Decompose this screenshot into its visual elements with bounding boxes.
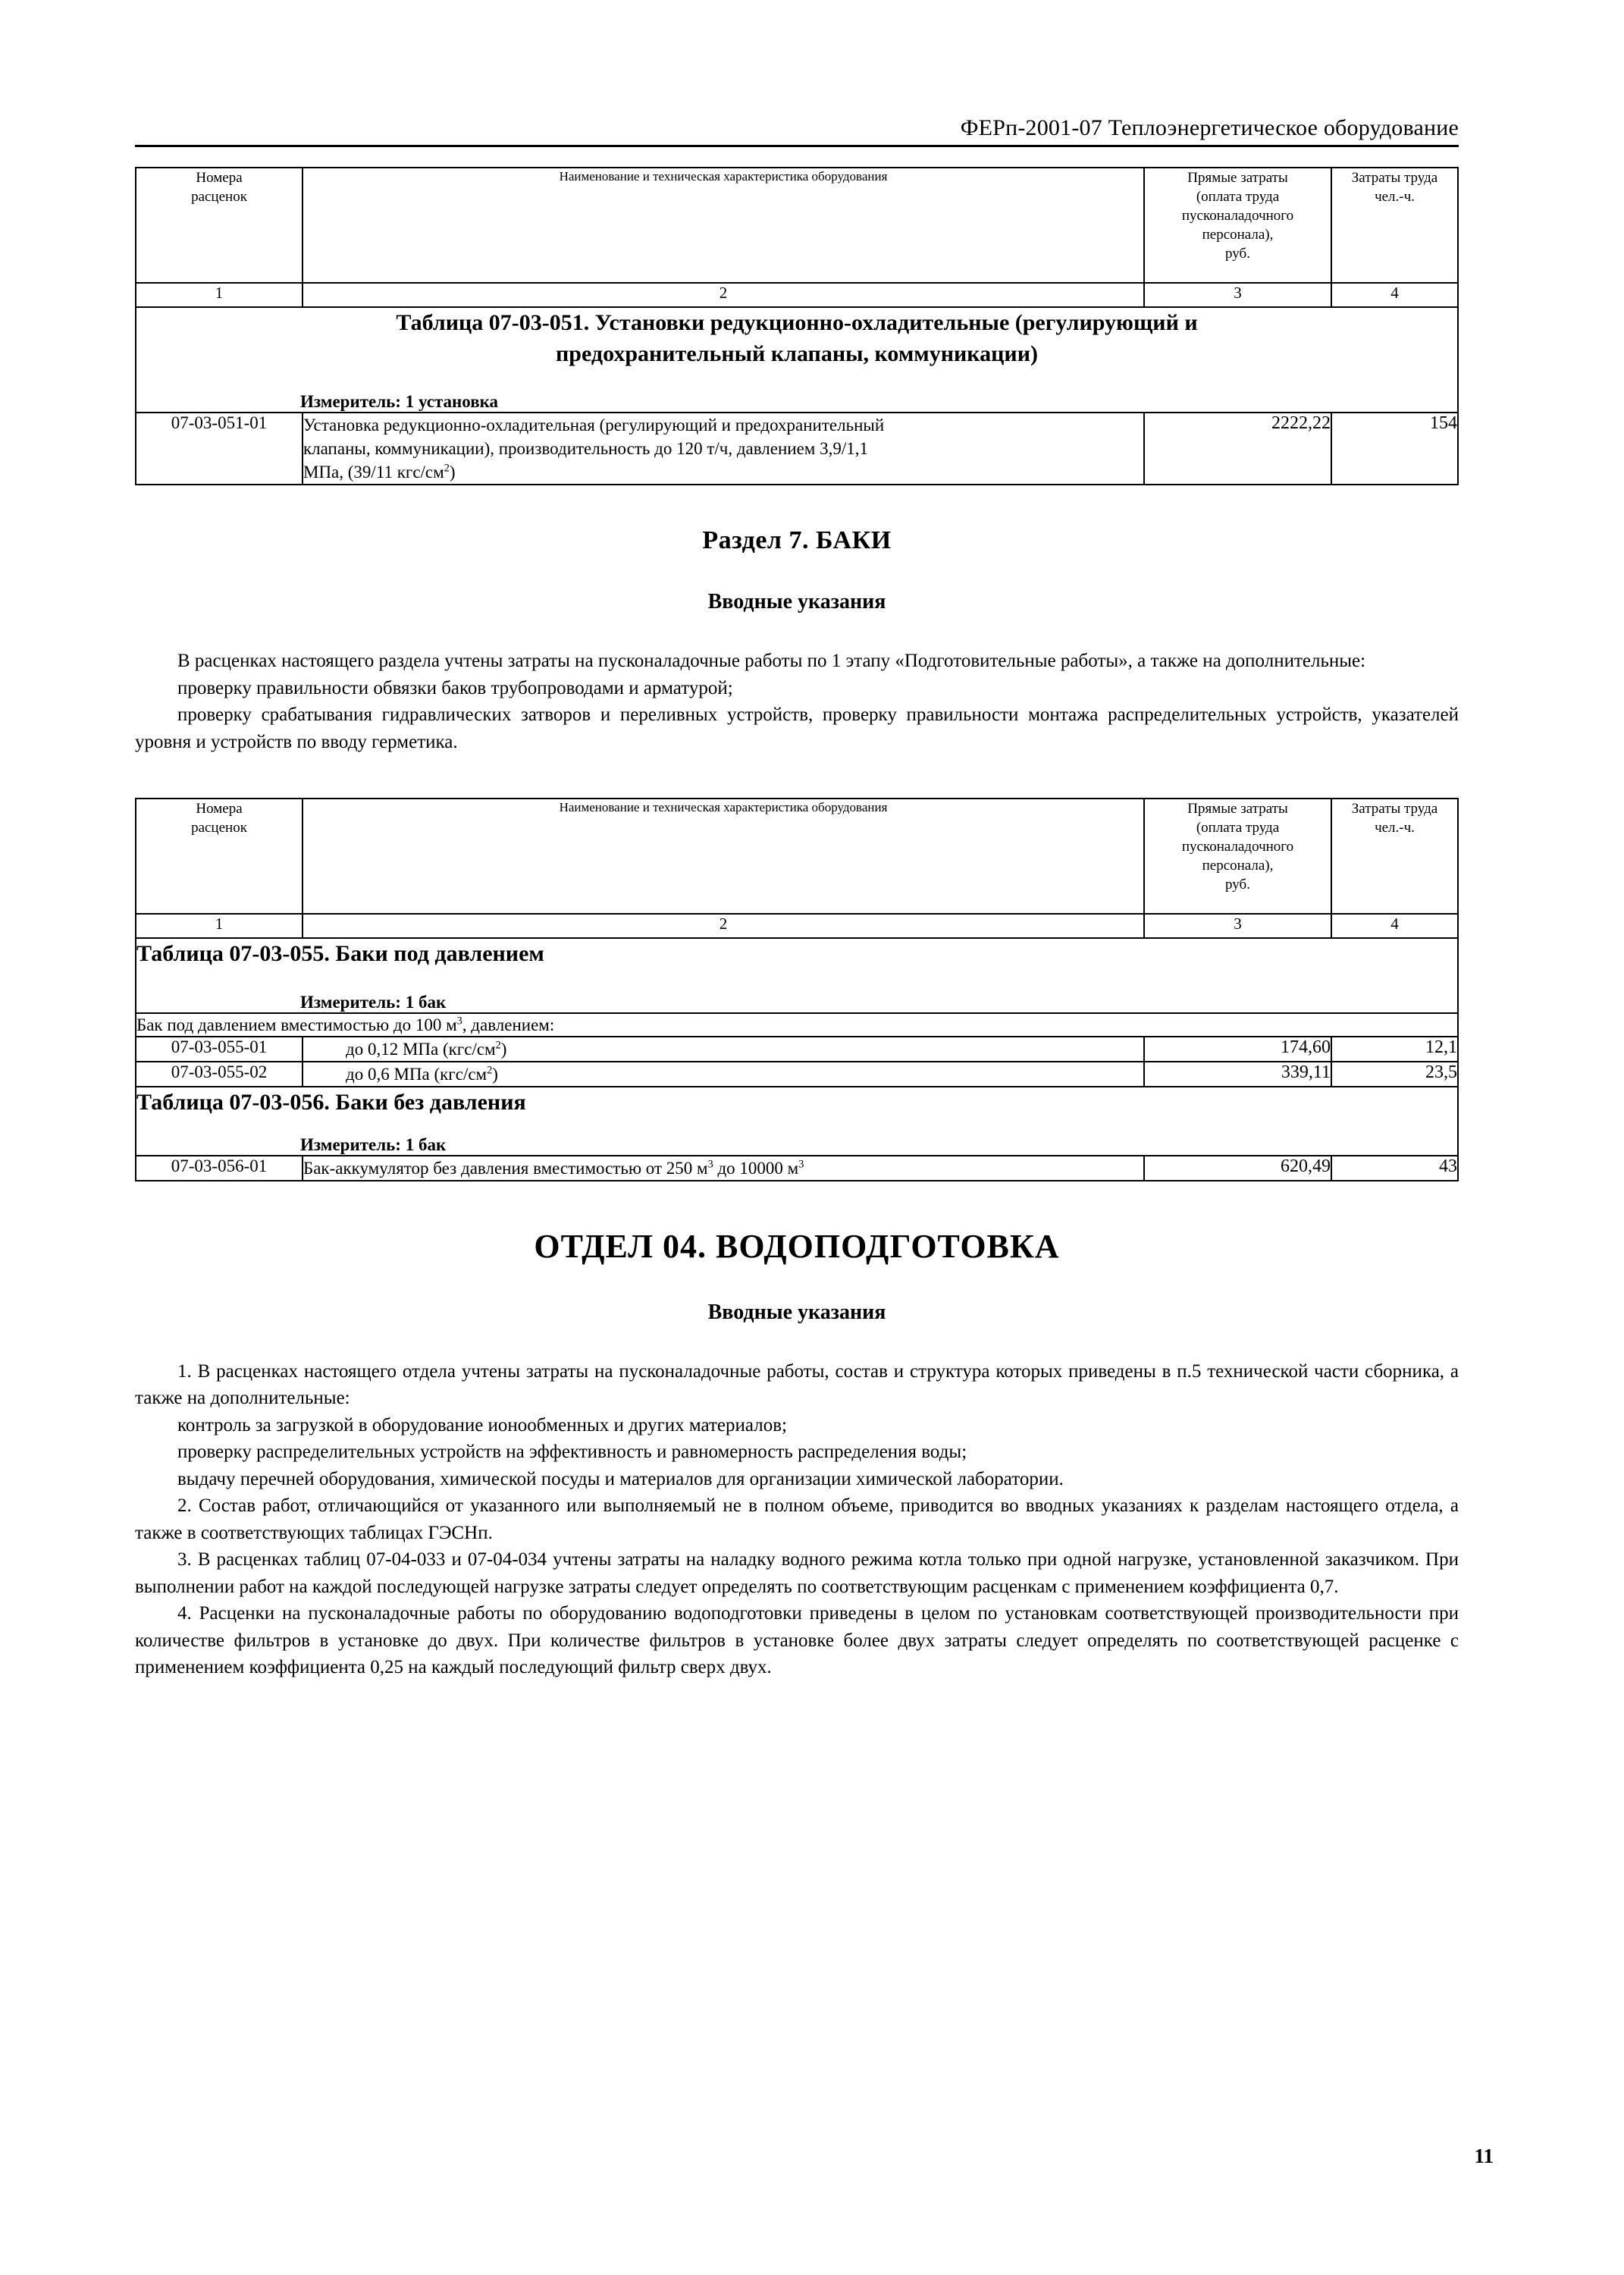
column-header-labor <box>1331 168 1458 283</box>
rate-labor: 23,5 <box>1331 1062 1458 1087</box>
table-051-title-line1: Таблица 07-03-051. Установки редукционно-охладительные (регулирующий и <box>396 310 1198 335</box>
table-055-title-cell <box>136 938 1458 1013</box>
column-header-direct-cost <box>1144 168 1331 283</box>
rate-labor: 43 <box>1331 1156 1458 1181</box>
desc-sup-1: 3 <box>707 1158 713 1171</box>
desc-a: Бак-аккумулятор без давления вместимостью от 250 м <box>303 1158 708 1178</box>
rate-direct-cost: 620,49 <box>1144 1156 1331 1181</box>
direct-cost-line2: (оплата труда <box>1196 820 1280 836</box>
table-row <box>136 1037 1458 1062</box>
table-051-title-row <box>136 307 1458 413</box>
table-column-number-row <box>136 914 1458 938</box>
table-056-measure: Измеритель: 1 бак <box>300 1134 447 1154</box>
table-row <box>136 1156 1458 1181</box>
desc-line3a: МПа, (39/11 кгс/см <box>303 463 444 482</box>
group-text-a: Бак под давлением вместимостью до 100 м <box>136 1015 457 1034</box>
table-055-group-row <box>136 1013 1458 1037</box>
section-7-title: Раздел 7. БАКИ <box>702 526 892 555</box>
column-header-codes-line2: расценок <box>191 820 247 836</box>
section-7-paragraph-1: В расценках настоящего раздела учтены затраты на пусконаладочные работы по 1 этапу «Подготовительные работы», а также на дополнительные: <box>177 651 1366 672</box>
labor-line2: чел.-ч. <box>1375 189 1415 206</box>
desc-line1: Установка редукционно-охладительная (регулирующий и предохранительный <box>303 416 885 435</box>
desc-b: ) <box>500 1040 507 1059</box>
table-055-group-label <box>136 1013 1458 1037</box>
group-text-b: , давлением: <box>462 1015 555 1034</box>
column-header-description: Наименование и техническая характеристика оборудования <box>303 799 1144 914</box>
column-header-codes-line1: Номера <box>196 170 243 186</box>
direct-cost-line4: персонала), <box>1202 858 1274 874</box>
rate-description <box>303 1156 1144 1181</box>
group-sup: 3 <box>456 1014 462 1027</box>
spacer <box>135 755 1459 798</box>
col-num-3: 3 <box>1144 914 1331 938</box>
desc-a: до 0,6 МПа (кгс/см <box>346 1065 488 1084</box>
rate-labor: 12,1 <box>1331 1037 1458 1062</box>
direct-cost-line5: руб. <box>1225 877 1250 893</box>
department-04-paragraph-1: 1. В расценках настоящего отдела учтены затраты на пусконаладочные работы, состав и структура которых приведены в п.5 технической части сборника, а также на дополнительные: <box>135 1360 1459 1409</box>
running-header: ФЕРп-2001-07 Теплоэнергетическое оборудование <box>960 115 1459 140</box>
table-056-title-row <box>136 1087 1458 1156</box>
table-051-title-line2: предохранительный клапаны, коммуникации) <box>556 340 1038 366</box>
rate-code: 07-03-055-01 <box>136 1037 303 1062</box>
column-header-direct-cost <box>1144 799 1331 914</box>
rate-code: 07-03-051-01 <box>136 413 303 485</box>
direct-cost-line5: руб. <box>1225 246 1250 262</box>
table-row <box>136 413 1458 485</box>
table-055-title: Таблица 07-03-055. Баки под давлением <box>136 941 544 967</box>
rate-code: 07-03-056-01 <box>136 1156 303 1181</box>
table-row <box>136 1062 1458 1087</box>
direct-cost-line2: (оплата труда <box>1196 189 1280 206</box>
col-num-3: 3 <box>1144 283 1331 307</box>
col-num-1: 1 <box>136 283 303 307</box>
rate-code: 07-03-055-02 <box>136 1062 303 1087</box>
rate-direct-cost: 2222,22 <box>1144 413 1331 485</box>
desc-line3b: ) <box>449 463 456 482</box>
department-04-paragraph-3: проверку распределительных устройств на эффективность и равномерность распределения воды; <box>177 1442 967 1463</box>
table-055-title-row <box>136 938 1458 1013</box>
desc-b: до 10000 м <box>713 1158 799 1178</box>
direct-cost-line1: Прямые затраты <box>1187 801 1288 817</box>
col-num-4: 4 <box>1331 914 1458 938</box>
table-051-title-cell <box>136 307 1458 413</box>
direct-cost-line4: персонала), <box>1202 227 1274 243</box>
table-056-title-cell <box>136 1087 1458 1156</box>
table-056-title: Таблица 07-03-056. Баки без давления <box>136 1090 526 1116</box>
direct-cost-line3: пусконаладочного <box>1181 839 1294 855</box>
rate-direct-cost: 174,60 <box>1144 1037 1331 1062</box>
department-04-paragraph-5: 2. Состав работ, отличающийся от указанного или выполняемый не в полном объеме, приводится во вводных указаниях к разделам настоящего отдела, а также в соответствующих таблицах ГЭСНп. <box>135 1495 1459 1543</box>
table-051-measure: Измеритель: 1 установка <box>300 392 499 411</box>
table-header-row <box>136 168 1458 283</box>
table-055-measure: Измеритель: 1 бак <box>300 992 447 1012</box>
desc-line2: клапаны, коммуникации), производительность до 120 т/ч, давлением 3,9/1,1 <box>303 439 868 459</box>
header-rule <box>135 145 1459 147</box>
direct-cost-line3: пусконаладочного <box>1181 208 1294 224</box>
direct-cost-line1: Прямые затраты <box>1187 170 1288 186</box>
rate-description <box>303 1037 1144 1062</box>
column-header-codes <box>136 799 303 914</box>
labor-line1: Затраты труда <box>1351 170 1438 186</box>
column-header-description: Наименование и техническая характеристика оборудования <box>303 168 1144 283</box>
department-04-title: ОТДЕЛ 04. ВОДОПОДГОТОВКА <box>534 1227 1060 1265</box>
col-num-2: 2 <box>303 283 1144 307</box>
section-7-paragraph-2: проверку правильности обвязки баков трубопроводами и арматурой; <box>177 677 733 698</box>
rates-table-051 <box>135 167 1459 485</box>
rates-table-baki <box>135 798 1459 1181</box>
desc-a: до 0,12 МПа (кгс/см <box>346 1040 496 1059</box>
desc-sup-2: 3 <box>798 1158 804 1171</box>
column-header-labor <box>1331 799 1458 914</box>
department-04-paragraph-2: контроль за загрузкой в оборудование ионообменных и других материалов; <box>177 1414 787 1436</box>
section-7-subtitle: Вводные указания <box>707 590 886 614</box>
desc-sup: 2 <box>495 1039 501 1052</box>
labor-line2: чел.-ч. <box>1375 820 1415 836</box>
column-header-codes <box>136 168 303 283</box>
section-7-paragraph-3: проверку срабатывания гидравлических затворов и переливных устройств, проверку правильности монтажа распределительных устройств, указателей уровня и устройств по вводу герметика. <box>135 704 1459 752</box>
table-column-number-row <box>136 283 1458 307</box>
rate-description <box>303 413 1144 485</box>
column-header-codes-line1: Номера <box>196 801 243 817</box>
rate-description <box>303 1062 1144 1087</box>
rate-labor: 154 <box>1331 413 1458 485</box>
desc-sup: 2 <box>487 1064 493 1077</box>
department-04-subtitle: Вводные указания <box>707 1300 886 1324</box>
desc-line3-sup: 2 <box>444 462 450 475</box>
col-num-1: 1 <box>136 914 303 938</box>
department-04-paragraph-7: 4. Расценки на пусконаладочные работы по оборудованию водоподготовки приведены в целом по установкам соответствующей производительности при количестве фильтров в установке до двух. При количестве фильтров в установке более двух затраты следует определять по соответствующей расценке с применением коэффициента 0,25 на каждый последующий фильтр сверх двух. <box>135 1603 1459 1678</box>
labor-line1: Затраты труда <box>1351 801 1438 817</box>
col-num-4: 4 <box>1331 283 1458 307</box>
page-content <box>135 0 1459 1681</box>
desc-b: ) <box>492 1065 498 1084</box>
col-num-2: 2 <box>303 914 1144 938</box>
rate-direct-cost: 339,11 <box>1144 1062 1331 1087</box>
table-header-row <box>136 799 1458 914</box>
department-04-paragraph-6: 3. В расценках таблиц 07-04-033 и 07-04-034 учтены затраты на наладку водного режима котла только при одной нагрузке, установленной заказчиком. При выполнении работ на каждой последующей нагрузке затраты следует определять по соответствующим расценкам с применением коэффициента 0,7. <box>135 1549 1459 1597</box>
page-number: 11 <box>1474 2145 1494 2167</box>
department-04-paragraph-4: выдачу перечней оборудования, химической посуды и материалов для организации химической лаборатории. <box>177 1468 1064 1489</box>
column-header-codes-line2: расценок <box>191 189 247 206</box>
